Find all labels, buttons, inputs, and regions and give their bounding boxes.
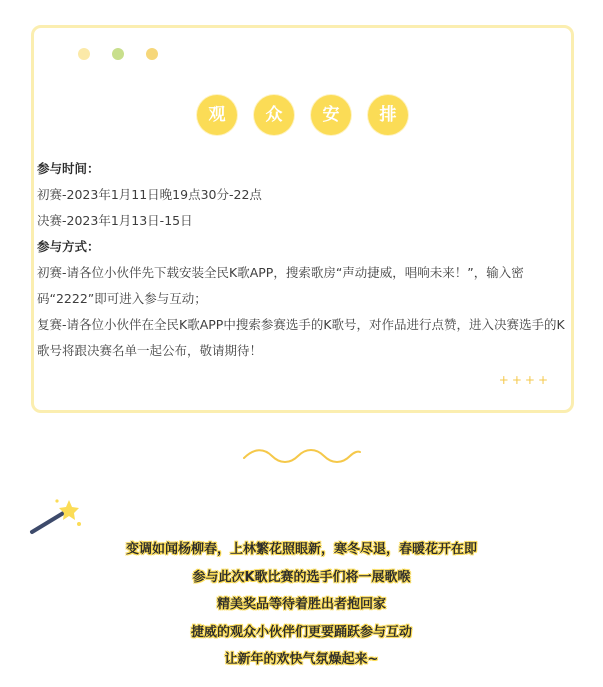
method-final: 复赛-请各位小伙伴在全民K歌APP中搜索参赛选手的K歌号，对作品进行点赞，进入决赛选手的K歌号将跟决赛名单一起公布，敬请期待！	[37, 317, 565, 358]
closing-line: 精美奖品等待着胜出者抱回家	[216, 597, 386, 612]
method-heading: 参与方式：	[37, 239, 100, 254]
time-heading: 参与时间：	[37, 161, 100, 176]
wave-divider-icon	[242, 446, 362, 466]
decor-dots	[78, 48, 158, 60]
section-title	[34, 95, 571, 135]
title-char: 安	[311, 95, 351, 135]
dot-icon	[112, 48, 124, 60]
closing-line: 参与此次K歌比赛的选手们将一展歌喉	[192, 569, 411, 585]
prelim-time: 初赛-2023年1月11日晚19点30分-22点	[37, 187, 262, 202]
method-prelim: 初赛-请各位小伙伴先下载安装全民K歌APP，搜索歌房“声动捷威，唱响未来！”，输入密码“2222”即可进入参与互动；	[37, 265, 524, 306]
dot-icon	[78, 48, 90, 60]
title-char: 众	[254, 95, 294, 135]
closing-line: 捷威的观众小伙伴们更要踊跃参与互动	[190, 624, 412, 640]
closing-line: 让新年的欢快气氛燥起来~	[224, 652, 379, 667]
audience-arrangement-card	[31, 25, 574, 413]
schedule-content	[37, 156, 568, 364]
closing-verse	[0, 536, 603, 674]
plus-decor: ++++	[498, 373, 551, 387]
final-time: 决赛-2023年1月13日-15日	[37, 213, 193, 228]
title-char: 观	[197, 95, 237, 135]
dot-icon	[146, 48, 158, 60]
closing-line: 变调如闻杨柳春，上林繁花照眼新，寒冬尽退，春暖花开在即	[125, 542, 477, 557]
magic-wand-icon	[29, 496, 85, 536]
title-char: 排	[368, 95, 408, 135]
